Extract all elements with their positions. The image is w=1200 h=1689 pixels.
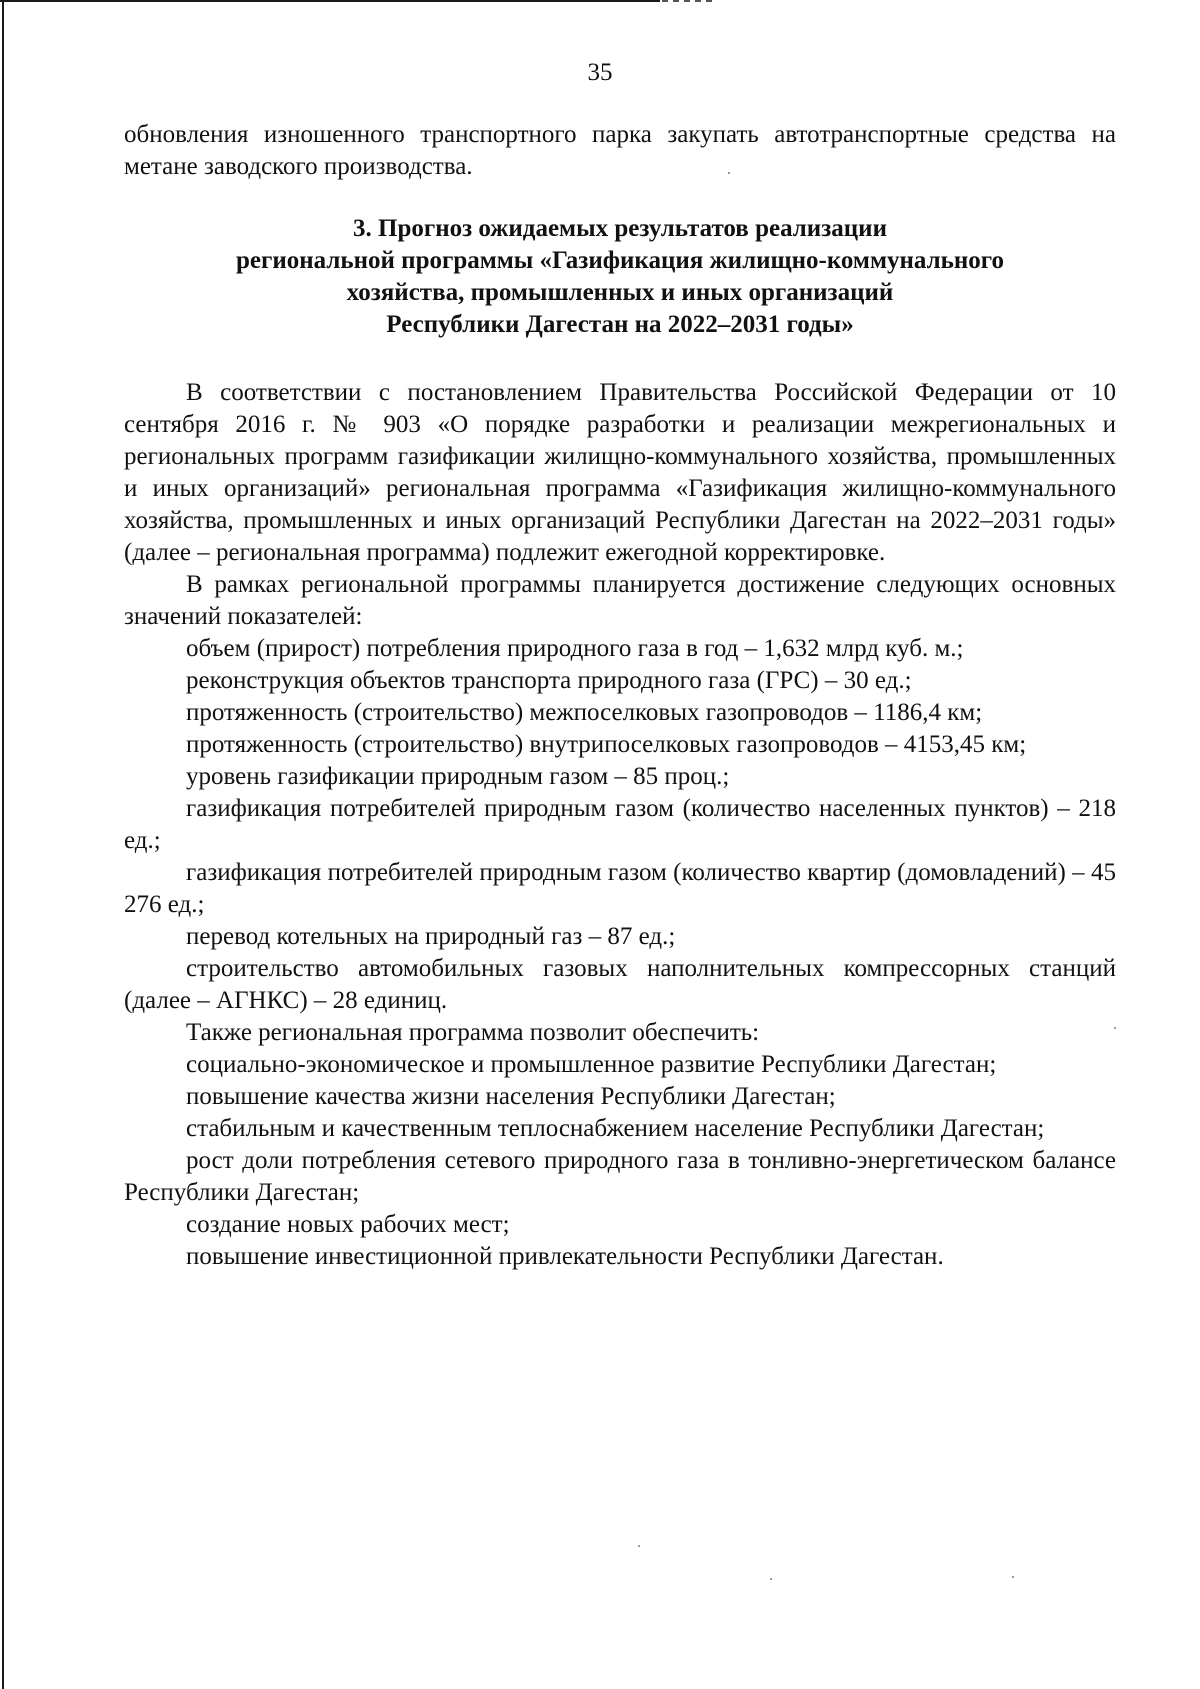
document-body xyxy=(124,119,1116,1273)
section-heading xyxy=(124,213,1116,341)
scan-speck xyxy=(770,1578,772,1580)
scan-speck xyxy=(1012,1576,1014,1578)
scan-border-top-dash xyxy=(662,0,712,2)
heading-line: Республики Дагестан на 2022–2031 годы» xyxy=(386,311,854,338)
outcome-item: повышение инвестиционной привлекательности Республики Дагестан. xyxy=(186,1243,944,1270)
paragraph: В рамках региональной программы планируется достижение следующих основных значений показателей: xyxy=(124,571,1116,630)
paragraph: Также региональная программа позволит обеспечить: xyxy=(186,1019,760,1046)
outcome-item: социально-экономическое и промышленное развитие Республики Дагестан; xyxy=(186,1051,997,1078)
scan-speck xyxy=(1114,1027,1116,1029)
heading-line: хозяйства, промышленных и иных организаций xyxy=(346,279,894,306)
indicator-item: уровень газификации природным газом – 85 проц.; xyxy=(186,763,730,790)
scan-border-top xyxy=(0,0,660,2)
outcome-item: стабильным и качественным теплоснабжением население Республики Дагестан; xyxy=(186,1115,1045,1142)
intro-paragraph: обновления изношенного транспортного парка закупать автотранспортные средства на метане заводского производства. xyxy=(124,121,1116,180)
scan-speck xyxy=(638,1545,640,1547)
indicator-item: протяженность (строительство) внутрипоселковых газопроводов – 4153,45 км; xyxy=(186,731,1027,758)
scan-speck xyxy=(728,172,730,174)
heading-line: 3. Прогноз ожидаемых результатов реализации xyxy=(353,215,887,242)
indicator-item: газификация потребителей природным газом (количество населенных пунктов) – 218 ед.; xyxy=(124,795,1116,854)
indicator-item: протяженность (строительство) межпоселковых газопроводов – 1186,4 км; xyxy=(186,699,983,726)
heading-line: региональной программы «Газификация жилищно-коммунального xyxy=(235,247,1004,274)
indicator-item: объем (прирост) потребления природного газа в год – 1,632 млрд куб. м.; xyxy=(186,635,964,662)
outcome-item: создание новых рабочих мест; xyxy=(186,1211,510,1238)
page-number: 35 xyxy=(587,59,613,86)
paragraph: В соответствии с постановлением Правительства Российской Федерации от 10 сентября 2016 г. № 903 «О порядке разработки и реализации межрегиональных и региональных программ газификации жилищно-коммунального хозяйства, промышленных и иных организаций» региональная программа «Газификация жилищно-коммунального хозяйства, промышленных и иных организаций Республики Дагестан на 2022–2031 годы» (далее – региональная программа) подлежит ежегодной корректировке. xyxy=(124,379,1116,566)
outcome-item: рост доли потребления сетевого природного газа в тонливно-энергетическом балансе Республики Дагестан; xyxy=(124,1147,1116,1206)
indicator-item: перевод котельных на природный газ – 87 ед.; xyxy=(186,923,676,950)
scan-border-left xyxy=(2,0,4,1689)
outcome-item: повышение качества жизни населения Республики Дагестан; xyxy=(186,1083,836,1110)
indicator-item: строительство автомобильных газовых наполнительных компрессорных станций (далее – АГНКС) – 28 единиц. xyxy=(124,955,1116,1014)
indicator-item: реконструкция объектов транспорта природного газа (ГРС) – 30 ед.; xyxy=(186,667,912,694)
indicator-item: газификация потребителей природным газом (количество квартир (домовладений) – 45 276 ед.; xyxy=(124,859,1116,918)
